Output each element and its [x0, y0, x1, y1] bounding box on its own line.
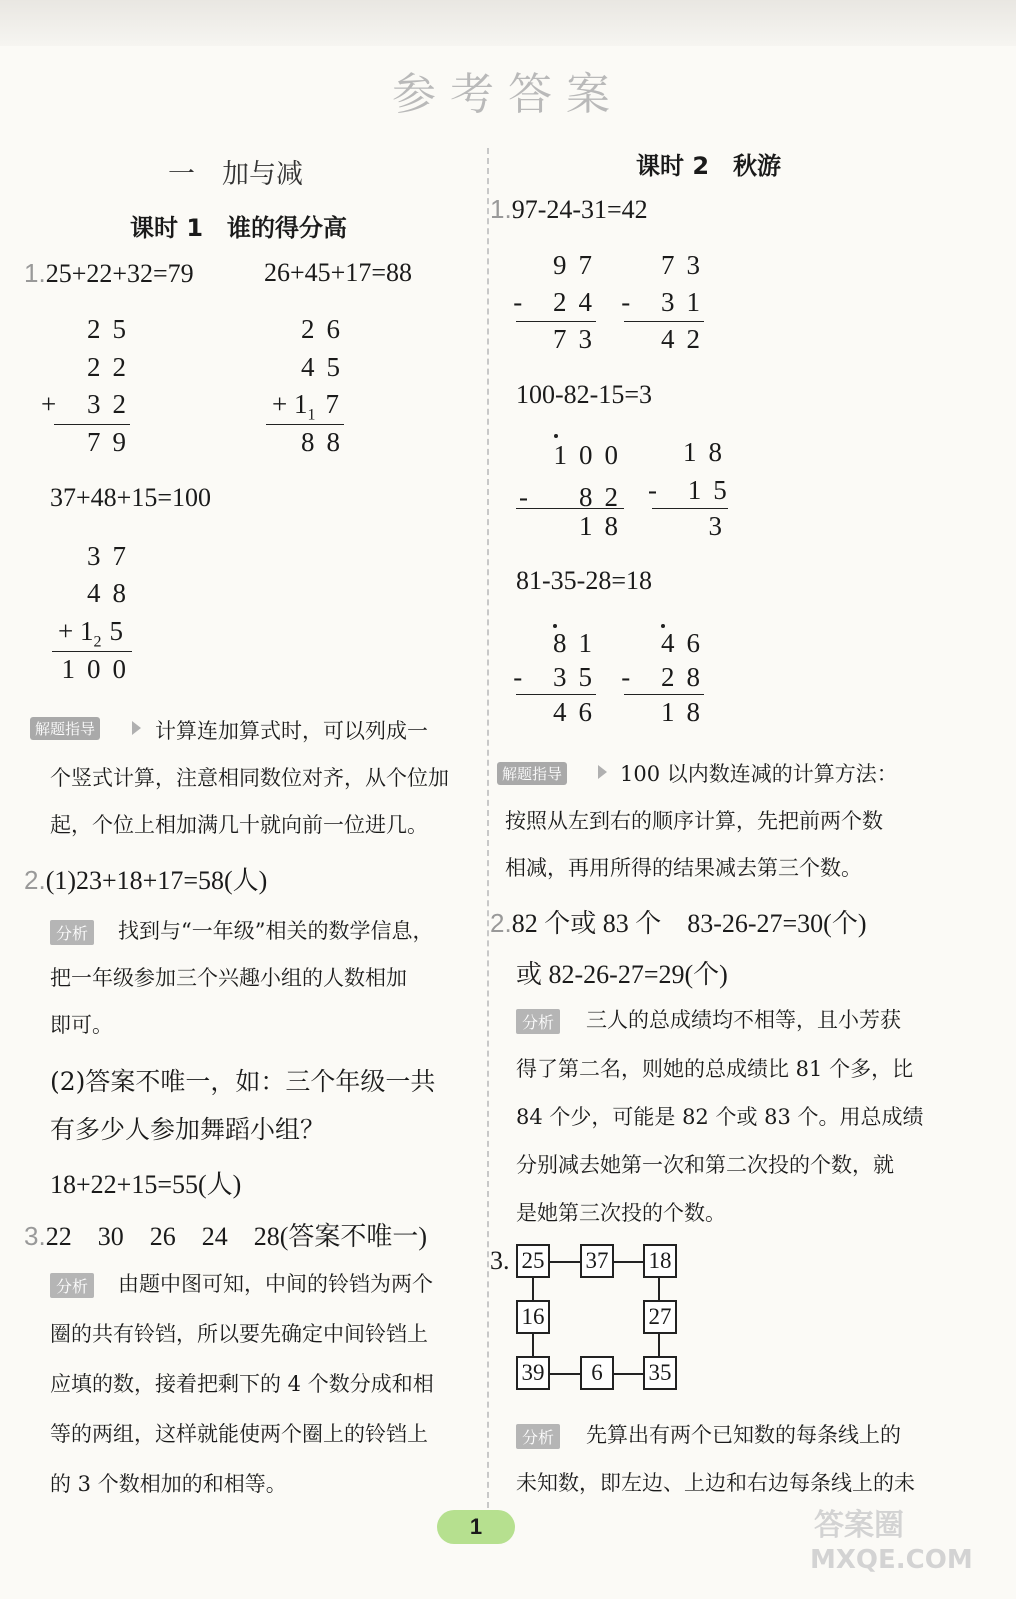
rv6-result: 18 — [661, 697, 712, 727]
rv6-rule — [624, 694, 704, 695]
q3-analysis-5: 的 3 个数相加的和相等。 — [50, 1472, 287, 1496]
rv2-rule — [624, 321, 704, 322]
rv2-result: 42 — [661, 324, 712, 354]
watermark-logo: 答案圈 — [814, 1508, 904, 1543]
rv2-sub: - 31 — [621, 287, 712, 317]
q2-analysis-tag: 分析 — [50, 920, 94, 945]
box-bottom-middle: 6 — [580, 1356, 614, 1390]
q2-line1: 2.(1)23+18+17=58(人) — [24, 865, 268, 895]
rv6-top: 46 — [661, 628, 712, 658]
rv3-top: 100 — [553, 440, 630, 470]
rv3-result: 18 — [579, 511, 630, 541]
r-q2-analysis-4: 分别减去她第一次和第二次投的个数，就 — [516, 1153, 894, 1177]
rv4-top: 18 — [683, 437, 734, 467]
rv1-rule — [516, 321, 596, 322]
q3-line1: 3.22 30 26 24 28(答案不唯一) — [24, 1221, 428, 1251]
q2-line3: 有多少人参加舞蹈小组？ — [50, 1115, 326, 1144]
v3-row2: 48 — [87, 578, 138, 608]
box-right-middle: 27 — [643, 1300, 677, 1334]
hint-arrow-icon — [598, 765, 607, 779]
q1-eq2: 26+45+17=88 — [264, 258, 412, 287]
lesson-title-2: 课时 2 秋游 — [636, 152, 782, 180]
r-q3-analysis-2: 未知数，即左边、上边和右边每条线上的未 — [516, 1471, 915, 1495]
v2-result: 88 — [301, 427, 352, 457]
v1-rule — [54, 424, 130, 425]
r-q1-eq1: 1.97-24-31=42 — [490, 194, 648, 224]
q2-analysis-3: 即可。 — [50, 1013, 113, 1037]
v1-result: 79 — [87, 427, 138, 457]
top-band — [0, 0, 1016, 46]
rv3-rule — [516, 508, 624, 509]
r-q2-analysis-1: 三人的总成绩均不相等，且小芳获 — [586, 1008, 901, 1032]
v1-row3: + 32 — [41, 389, 138, 419]
hint-tag-left: 解题指导 — [30, 717, 100, 740]
v3-result: 100 — [61, 654, 138, 684]
r-q1-eq2: 100-82-15=3 — [516, 380, 652, 409]
unit-title: 一 加与减 — [168, 159, 303, 190]
q1-eq1: 1.25+22+32=79 — [24, 258, 194, 288]
q2-analysis-1: 找到与“一年级”相关的数学信息， — [118, 919, 434, 943]
q2-line4: 18+22+15=55(人) — [50, 1170, 242, 1199]
box-top-middle: 37 — [580, 1244, 614, 1278]
box-top-left: 25 — [516, 1244, 550, 1278]
column-divider — [487, 148, 489, 1518]
rv4-result: 3 — [708, 511, 734, 541]
r-q1-eq3: 81-35-28=18 — [516, 566, 652, 595]
v3-rule — [52, 651, 132, 652]
v1-row1: 25 — [87, 314, 138, 344]
page-title: 参考答案 — [392, 69, 624, 120]
rv4-sub: - 15 — [648, 475, 739, 505]
r-q2-analysis-5: 是她第三次投的个数。 — [516, 1201, 726, 1225]
hint-tag-right: 解题指导 — [497, 762, 567, 785]
v2-row2: 45 — [301, 352, 352, 382]
r-q2-line2: 或 82-26-27=29(个) — [516, 960, 728, 989]
r-hint-line-1: 100 以内数连减的计算方法： — [620, 762, 898, 786]
r-q2-analysis-tag: 分析 — [516, 1009, 560, 1034]
r-q3-num: 3. — [490, 1246, 510, 1275]
v2-rule — [266, 424, 344, 425]
v3-row1: 37 — [87, 541, 138, 571]
q3-analysis-1: 由题中图可知，中间的铃铛为两个 — [118, 1272, 433, 1296]
rv5-top: 81 — [553, 628, 604, 658]
r-q3-analysis-tag: 分析 — [516, 1424, 560, 1449]
rv1-sub: - 24 — [513, 287, 604, 317]
box-left-middle: 16 — [516, 1300, 550, 1334]
rv5-rule — [516, 694, 596, 695]
box-bottom-left: 39 — [516, 1356, 550, 1390]
rv6-sub: - 28 — [621, 662, 712, 692]
rv4-rule — [652, 508, 728, 509]
r-hint-line-3: 相减，再用所得的结果减去第三个数。 — [505, 856, 862, 880]
box-top-right: 18 — [643, 1244, 677, 1278]
r-q3-analysis-1: 先算出有两个已知数的每条线上的 — [586, 1423, 901, 1447]
rv2-top: 73 — [661, 250, 712, 280]
v2-row1: 26 — [301, 314, 352, 344]
rv1-result: 73 — [553, 324, 604, 354]
q3-analysis-4: 等的两组，这样就能使两个圈上的铃铛上 — [50, 1422, 428, 1446]
q2-line2: (2)答案不唯一，如：三个年级一共 — [50, 1067, 436, 1096]
v3-row3: + $1_2$ 5 — [58, 616, 123, 651]
watermark-url: MXQE.COM — [810, 1545, 973, 1575]
lesson-title-1: 课时 1 谁的得分高 — [130, 214, 348, 242]
page-number: 1 — [437, 1510, 515, 1544]
r-hint-line-2: 按照从左到右的顺序计算，先把前两个数 — [505, 809, 883, 833]
r-q2-analysis-3: 84 个少，可能是 82 个或 83 个。用总成绩 — [516, 1105, 924, 1129]
borrow-dot — [554, 434, 558, 438]
q3-analysis-tag: 分析 — [50, 1273, 94, 1298]
q2-analysis-2: 把一年级参加三个兴趣小组的人数相加 — [50, 966, 407, 990]
q3-analysis-2: 圈的共有铃铛，所以要先确定中间铃铛上 — [50, 1322, 428, 1346]
rv5-result: 46 — [553, 697, 604, 727]
hint-arrow-icon — [132, 721, 141, 735]
r-q2-analysis-2: 得了第二名，则她的总成绩比 81 个多，比 — [516, 1057, 914, 1081]
hint-line-1: 计算连加算式时，可以列成一 — [155, 719, 428, 743]
q3-analysis-3: 应填的数，接着把剩下的 4 个数分成和相 — [50, 1372, 434, 1396]
box-bottom-right: 35 — [643, 1356, 677, 1390]
rv3-sub: - 82 — [519, 482, 630, 512]
rv5-sub: - 35 — [513, 662, 604, 692]
v1-row2: 22 — [87, 352, 138, 382]
hint-line-3: 起，个位上相加满几十就向前一位进几。 — [50, 813, 428, 837]
hint-line-2: 个竖式计算，注意相同数位对齐，从个位加 — [50, 766, 449, 790]
rv1-top: 97 — [553, 250, 604, 280]
q1-eq3: 37+48+15=100 — [50, 483, 211, 512]
v2-row3: + $1_1$ 7 — [272, 389, 339, 424]
r-q2-line1: 2.82 个或 83 个 83-26-27=30(个) — [490, 908, 867, 938]
